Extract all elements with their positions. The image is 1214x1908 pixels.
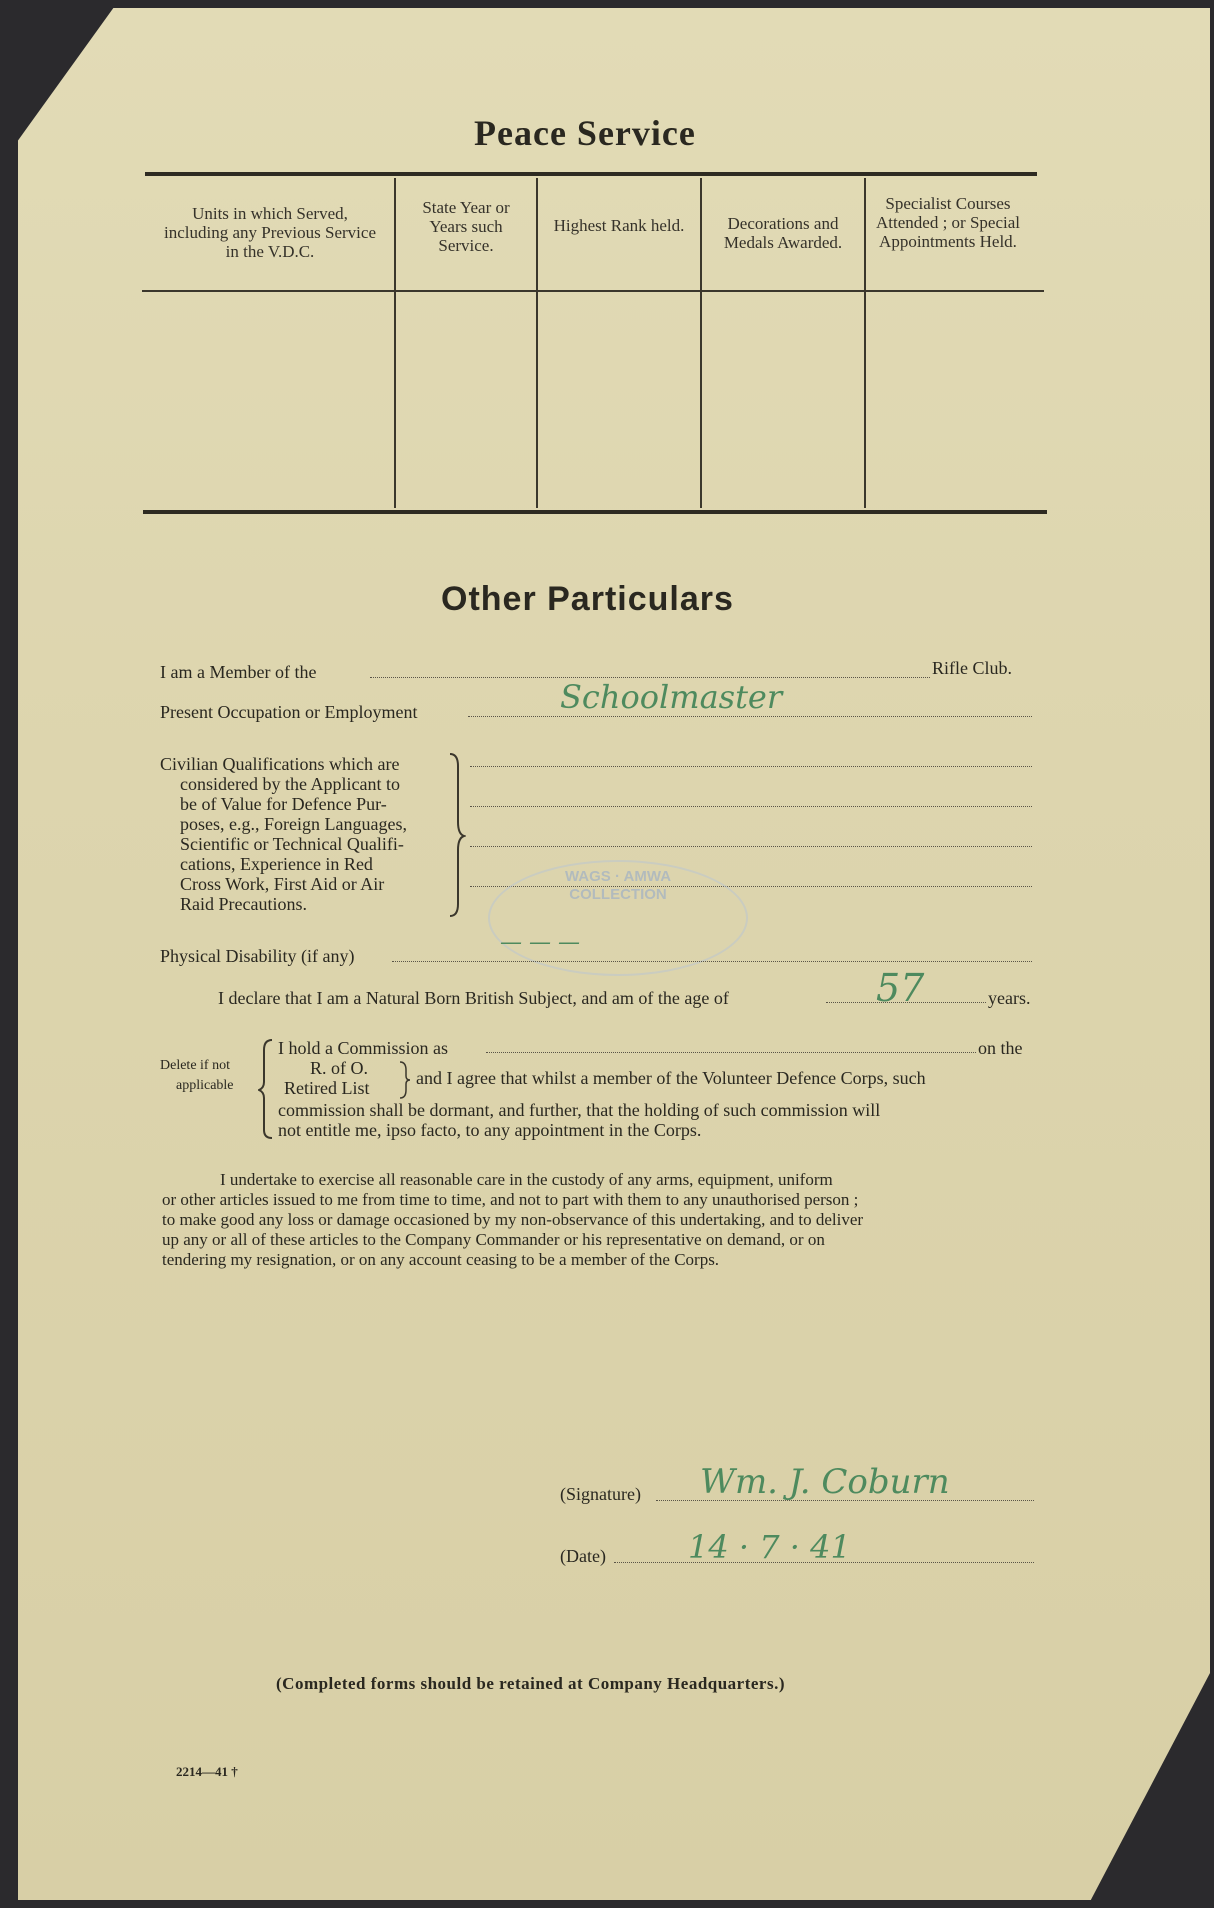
commission-line-1: I hold a Commission as xyxy=(278,1038,448,1058)
undertaking-line: or other articles issued to me from time to time, and not to part with them to any unauthorised person ; xyxy=(162,1190,859,1209)
brace-icon xyxy=(398,1060,412,1100)
footer-note: (Completed forms should be retained at Company Headquarters.) xyxy=(276,1674,786,1693)
civilian-line: considered by the Applicant to xyxy=(180,774,400,794)
brace-icon xyxy=(446,752,466,918)
civilian-line: Civilian Qualifications which are xyxy=(160,754,400,774)
civilian-field-line-2[interactable] xyxy=(470,806,1032,807)
column-header-decorations: Decorations and Medals Awarded. xyxy=(723,214,843,252)
signature-label: (Signature) xyxy=(560,1484,641,1504)
column-divider xyxy=(394,178,396,508)
table-bottom-rule xyxy=(143,510,1047,514)
delete-note: applicable xyxy=(176,1078,234,1093)
undertaking-paragraph xyxy=(162,1170,1036,1270)
ro-label: R. of O. xyxy=(310,1058,368,1078)
column-header-years: State Year or Years such Service. xyxy=(422,198,510,255)
undertaking-line: I undertake to exercise all reasonable care in the custody of any arms, equipment, uniform xyxy=(220,1170,833,1189)
column-divider xyxy=(864,178,866,508)
form-number: 2214—41 † xyxy=(176,1764,238,1779)
column-header-rank: Highest Rank held. xyxy=(553,216,685,235)
civilian-line: Scientific or Technical Qualifi- xyxy=(180,834,404,854)
commission-line-4: not entitle me, ipso facto, to any appointment in the Corps. xyxy=(278,1120,702,1140)
age-value: 57 xyxy=(876,966,925,1010)
retired-list-label: Retired List xyxy=(284,1078,370,1098)
years-label: years. xyxy=(988,988,1031,1008)
civilian-line: poses, e.g., Foreign Languages, xyxy=(180,814,407,834)
peace-service-title: Peace Service xyxy=(474,113,696,153)
rifle-club-label: Rifle Club. xyxy=(932,658,1012,678)
collection-watermark xyxy=(488,860,748,976)
column-divider xyxy=(536,178,538,508)
signature-value: Wm. J. Coburn xyxy=(700,1462,950,1502)
declaration-label: I declare that I am a Natural Born British Subject, and am of the age of xyxy=(218,988,729,1008)
occupation-label: Present Occupation or Employment xyxy=(160,702,418,722)
on-the-label: on the xyxy=(978,1038,1023,1058)
civilian-line: Raid Precautions. xyxy=(180,894,307,914)
other-particulars-title: Other Particulars xyxy=(441,580,734,618)
undertaking-line: to make good any loss or damage occasioned by my non-observance of this undertaking, and to deliver xyxy=(162,1210,864,1229)
occupation-field[interactable] xyxy=(468,716,1032,717)
date-label: (Date) xyxy=(560,1546,606,1566)
undertaking-line: tendering my resignation, or on any account ceasing to be a member of the Corps. xyxy=(162,1250,720,1269)
table-header-rule xyxy=(142,290,1044,292)
column-header-units: Units in which Served, including any Previous Service in the V.D.C. xyxy=(164,204,376,261)
table-top-rule xyxy=(145,172,1037,176)
disability-field[interactable] xyxy=(392,961,1032,962)
commission-line-2: and I agree that whilst a member of the Volunteer Defence Corps, such xyxy=(416,1068,926,1088)
brace-icon xyxy=(258,1038,274,1140)
civilian-qualifications-label xyxy=(160,754,442,914)
member-label: I am a Member of the xyxy=(160,662,317,682)
column-header-specialist: Specialist Courses Attended ; or Special Appointments Held. xyxy=(876,194,1020,251)
delete-note: Delete if not xyxy=(160,1058,230,1073)
civilian-field-line-1[interactable] xyxy=(470,766,1032,767)
civilian-line: be of Value for Defence Pur- xyxy=(180,794,387,814)
disability-label: Physical Disability (if any) xyxy=(160,946,355,966)
commission-line-3: commission shall be dormant, and further, that the holding of such commission will xyxy=(278,1100,881,1120)
civilian-line: Cross Work, First Aid or Air xyxy=(180,874,385,894)
disability-value: — — — xyxy=(500,930,580,955)
commission-field[interactable] xyxy=(486,1052,976,1053)
occupation-value: Schoolmaster xyxy=(560,678,783,716)
column-divider xyxy=(700,178,702,508)
civilian-line: cations, Experience in Red xyxy=(180,854,373,874)
undertaking-line: up any or all of these articles to the Company Commander or his representative on demand, or on xyxy=(162,1230,825,1249)
civilian-field-line-3[interactable] xyxy=(470,846,1032,847)
watermark-line: WAGS · AMWA xyxy=(564,868,672,885)
date-value: 14 · 7 · 41 xyxy=(688,1528,851,1566)
watermark-line: COLLECTION xyxy=(569,886,667,903)
